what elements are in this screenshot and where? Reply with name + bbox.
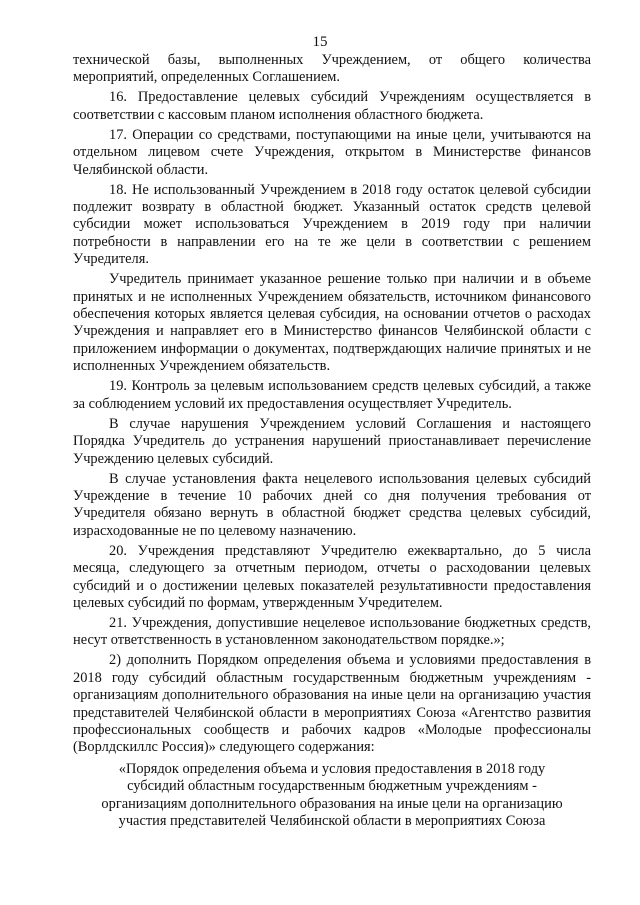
- paragraph-19: 19. Контроль за целевым использованием средств целевых субсидий, а также за соблюдением условий их предоставления осуществляет Учредитель.: [73, 378, 591, 412]
- paragraph-amendment-2: 2) дополнить Порядком определения объема и условиями предоставления в 2018 году субсидий областным государственным бюджетным учреждениям - организациям дополнительного образования на иные цели на организацию участия представителей Челябинской области в мероприятиях Союза «Агентство развития профессиональных сообществ и рабочих кадров «Молодые профессионалы (Ворлдскиллс Россия)» следующего содержания:: [73, 652, 591, 756]
- section-title-line: «Порядок определения объема и условия предоставления в 2018 году: [118, 760, 546, 777]
- paragraph-violation: В случае нарушения Учреждением условий Соглашения и настоящего Порядка Учредитель до устранения нарушений приостанавливает перечисление Учреждению целевых субсидий.: [73, 415, 591, 467]
- paragraph-continuation: технической базы, выполненных Учреждением, от общего количества мероприятий, определенных Соглашением.: [73, 52, 591, 86]
- paragraph-misuse: В случае установления факта нецелевого использования целевых субсидий Учреждение в течение 10 рабочих дней со дня получения требования от Учредителя обязано вернуть в областной бюджет средства целевых субсидий, израсходованные не по целевому назначению.: [73, 470, 591, 539]
- section-title-line: субсидий областным государственным бюджетным учреждениям -: [127, 778, 537, 795]
- paragraph-18: 18. Не использованный Учреждением в 2018 году остаток целевой субсидии подлежит возврату в областной бюджет. Указанный остаток средств целевой субсидии может использоваться Учреждением в 2019 году при наличии потребности в направлении его на те же цели в соответствии с решением Учредителя.: [73, 181, 591, 268]
- document-body: [73, 52, 591, 830]
- paragraph-20: 20. Учреждения представляют Учредителю ежеквартально, до 5 числа месяца, следующего за отчетным периодом, отчеты о расходовании целевых субсидий и о достижении целевых показателей результативности предоставления целевых субсидий по формам, утвержденным Учредителем.: [73, 542, 591, 611]
- paragraph-16: 16. Предоставление целевых субсидий Учреждениям осуществляется в соответствии с кассовым планом исполнения областного бюджета.: [73, 89, 591, 123]
- page-number: 15: [312, 34, 328, 50]
- paragraph-17: 17. Операции со средствами, поступающими на иные цели, учитываются на отдельном лицевом счете Учреждения, открытом в Министерстве финансов Челябинской области.: [73, 126, 591, 178]
- section-title-line: участия представителей Челябинской области в мероприятиях Союза: [118, 813, 546, 829]
- paragraph-founder-decision: Учредитель принимает указанное решение только при наличии и в объеме принятых и не исполненных Учреждением обязательств, источником финансового обеспечения которых является целевая субсидия, на основании отчетов о расходах Учреждения и направляет его в Министерство финансов Челябинской области с приложением информации о документах, подтверждающих наличие принятых и не исполненных Учреждением обязательств.: [73, 271, 591, 375]
- paragraph-21: 21. Учреждения, допустившие нецелевое использование бюджетных средств, несут ответственность в установленном законодательством порядке.»;: [73, 614, 591, 649]
- section-title-line: организациям дополнительного образования на иные цели на организацию: [101, 795, 563, 812]
